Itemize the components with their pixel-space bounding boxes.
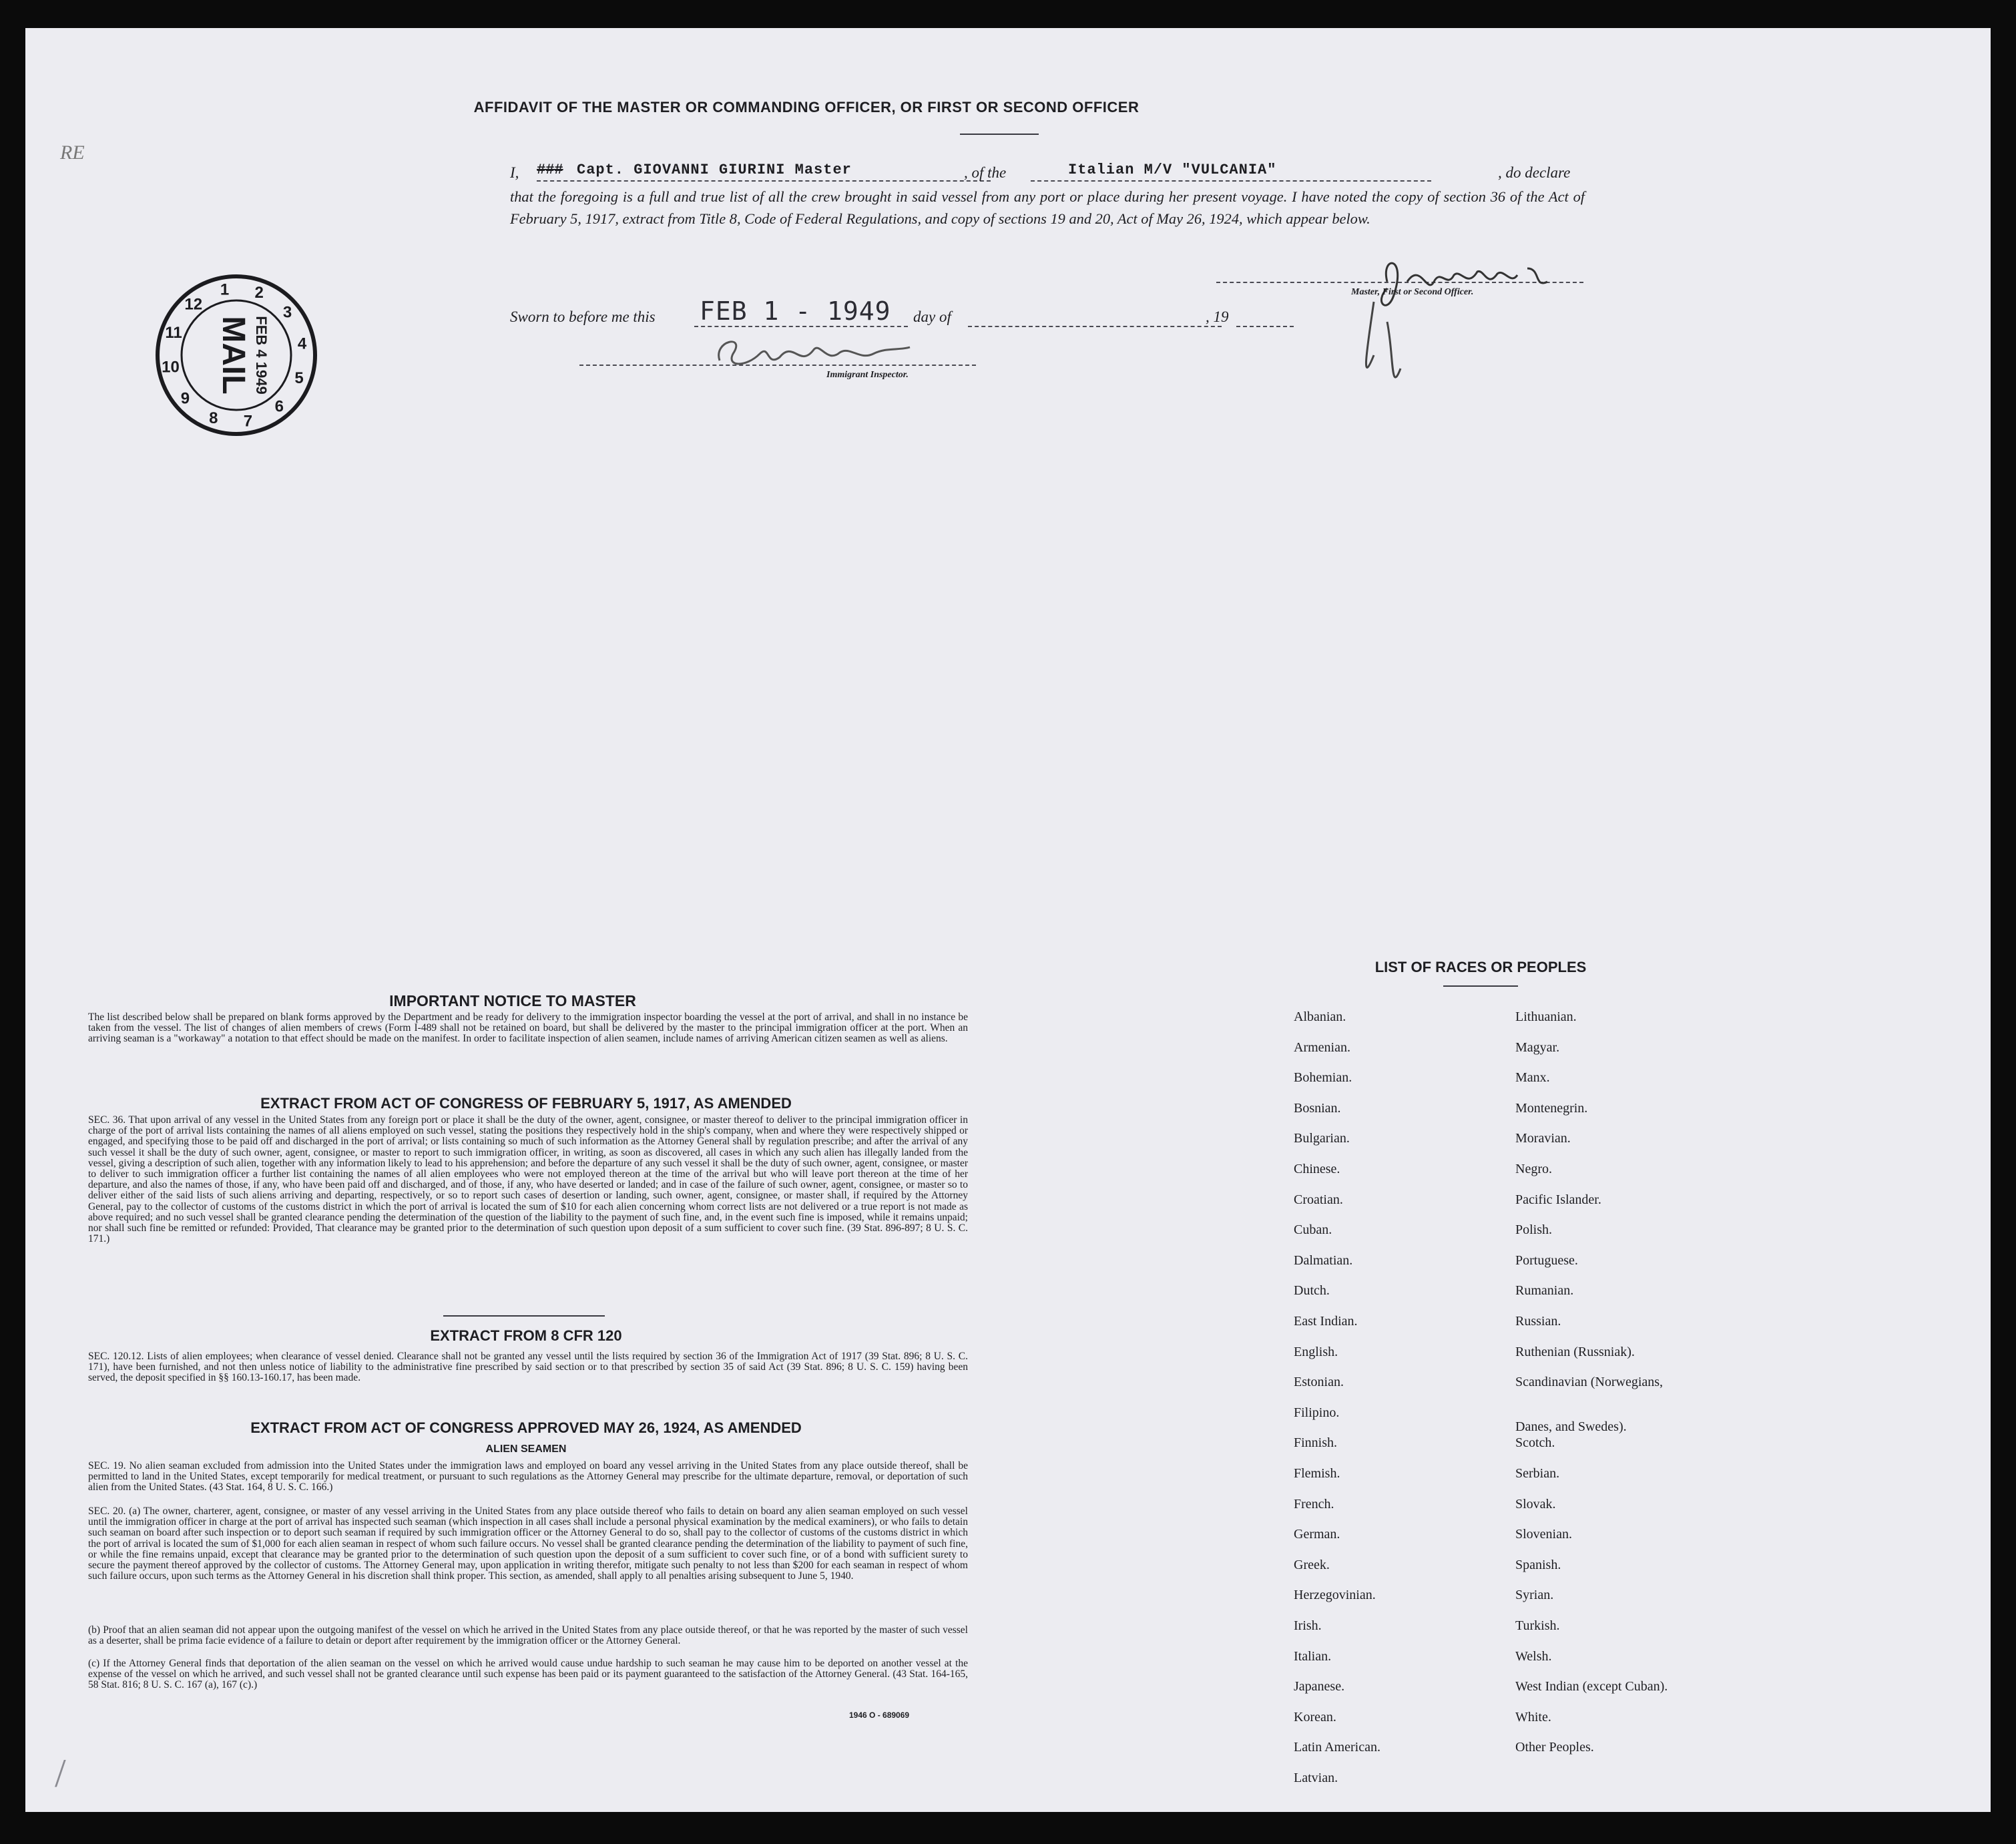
extract-1924-sec20a: SEC. 20. (a) The owner, charterer, agent, consignee, or master of any vessel arriving in the United States from any place outside thereof who fails to detain on board any alien seaman employed on such vessel until the immigration officer in charge at the port of arrival has inspected such seaman (which inspection in all cases shall include a personal physical examination by the medical examiners), or who fails to detain such seaman on board after such inspection or to deport such seaman if required by such immigration officer or the Attorney General to do so, shall pay to the collector of customs of the customs district in which the port of arrival is located the sum of $1,000 for each alien seaman in respect of whom such failure occurs. No vessel shall be granted clearance pending the determination of the liability to payment of such fine, or while the fine remains unpaid, except that clearance may be granted prior to the determination of such question upon the deposit of a sum sufficient to cover such fine, or of a bond with sufficient surety to secure the payment thereof approved by the collector of customs. The Attorney General may, upon application in writing therefor, mitigate such penalty to not less than $200 for each seaman in respect of whom such failure occurs, upon such terms as the Attorney General in his discretion shall think proper. This section, as amended, shall apply to all penalties arising subsequent to June 5, 1940. <box>88 1506 968 1582</box>
race-item: English. <box>1294 1344 1338 1359</box>
race-item: Moravian. <box>1515 1131 1571 1146</box>
pencil-mark: / <box>55 1751 66 1795</box>
master-name: Capt. GIOVANNI GIURINI Master <box>577 162 852 178</box>
race-item: East Indian. <box>1294 1314 1358 1329</box>
race-item: Danes, and Swedes). <box>1515 1419 1627 1434</box>
race-item: French. <box>1294 1496 1334 1512</box>
title-rule <box>960 134 1039 135</box>
race-item: Welsh. <box>1515 1648 1552 1664</box>
stamp-digit: 10 <box>162 358 180 377</box>
race-item: Russian. <box>1515 1314 1561 1329</box>
stamp-digit: 6 <box>274 397 284 416</box>
sworn-label: Sworn to before me this <box>510 308 656 325</box>
race-item: Herzegovinian. <box>1294 1588 1376 1603</box>
vessel-name: Italian M/V "VULCANIA" <box>1068 162 1277 178</box>
stamp-digit: 3 <box>282 303 292 322</box>
affidavit-title: AFFIDAVIT OF THE MASTER OR COMMANDING OFFICER, OR FIRST OR SECOND OFFICER <box>473 99 1140 116</box>
race-item: Rumanian. <box>1515 1283 1574 1299</box>
extract-1917-title: EXTRACT FROM ACT OF CONGRESS OF FEBRUARY 5, 1917, AS AMENDED <box>260 1095 792 1112</box>
race-item: Portuguese. <box>1515 1252 1578 1268</box>
extract-1924-sec20c: (c) If the Attorney General finds that deportation of the alien seaman on the vessel on which he arrived would cause undue hardship to such seaman he may cause him to be deported on another vessel at the expense of the vessel on which he arrived, and such vessel shall not be granted clearance until such expense has been paid or its payment guaranteed to the satisfaction of the Attorney General. (43 Stat. 164-165, 58 Stat. 816; 8 U. S. C. 167 (a), 167 (c).) <box>88 1658 968 1691</box>
stamp-digit: 11 <box>165 323 182 342</box>
year-label: , 19 <box>1206 308 1229 325</box>
race-item: White. <box>1515 1709 1551 1724</box>
race-item: Slovenian. <box>1515 1527 1572 1542</box>
race-item: Estonian. <box>1294 1375 1344 1390</box>
race-item: Latin American. <box>1294 1740 1380 1755</box>
do-declare-label: , do declare <box>1498 164 1571 181</box>
race-item: Slovak. <box>1515 1496 1556 1512</box>
affidavit-body: that the foregoing is a full and true list of all the crew brought in said vessel from any port or place during her present voyage. I have noted the copy of section 36 of the Act of February 5, 1917, extract from Title 8, Code of Federal Regulations, and copy of sections 19 and 20, Act of May 26, 1924, which appear below. <box>510 188 1585 227</box>
race-item: Greek. <box>1294 1557 1330 1572</box>
stamp-digit: 5 <box>294 369 304 388</box>
race-item: Pacific Islander. <box>1515 1192 1601 1207</box>
race-item: Scotch. <box>1515 1435 1555 1451</box>
extract-cfr-title: EXTRACT FROM 8 CFR 120 <box>430 1327 622 1344</box>
margin-mark: RE <box>60 142 85 164</box>
race-item: Ruthenian (Russniak). <box>1515 1344 1635 1359</box>
stamp-mail-text: MAIL <box>216 316 251 395</box>
stamp-digit: 1 <box>220 280 230 299</box>
race-item: Filipino. <box>1294 1405 1340 1420</box>
race-item: Lithuanian. <box>1515 1009 1577 1024</box>
pronoun-i: I, <box>510 164 519 181</box>
document-page <box>25 28 1991 1812</box>
extract-1924-sec19: SEC. 19. No alien seaman excluded from admission into the United States under the immigration laws and employed on board any vessel arriving in the United States from any place outside thereof, shall be permitted to land in the United States, except temporarily for medical treatment, or pursuant to such regulations as the Attorney General may prescribe for the ultimate departure, removal, or deportation of such alien from the United States. (43 Stat. 164, 8 U. S. C. 166.) <box>88 1460 968 1493</box>
race-item: Armenian. <box>1294 1040 1350 1055</box>
race-item: Cuban. <box>1294 1222 1332 1238</box>
print-code: 1946 O - 689069 <box>849 1710 910 1720</box>
race-item: Latvian. <box>1294 1771 1338 1785</box>
race-item: Finnish. <box>1294 1435 1338 1451</box>
stamp-digit: 7 <box>243 412 253 431</box>
race-item: Scandinavian (Norwegians, <box>1515 1375 1664 1390</box>
race-item: West Indian (except Cuban). <box>1515 1679 1668 1694</box>
struck-text: ### <box>537 162 563 178</box>
race-item: Croatian. <box>1294 1192 1343 1207</box>
notice-title: IMPORTANT NOTICE TO MASTER <box>389 992 636 1009</box>
race-item: Italian. <box>1294 1648 1332 1664</box>
mail-stamp <box>150 268 323 442</box>
race-item: Spanish. <box>1515 1557 1561 1572</box>
race-item: Other Peoples. <box>1515 1740 1594 1755</box>
race-item: German. <box>1294 1527 1340 1542</box>
race-item: Albanian. <box>1294 1009 1346 1024</box>
stamp-digit: 2 <box>254 284 264 302</box>
race-item: Irish. <box>1294 1618 1322 1633</box>
stamp-date: FEB 4 1949 <box>253 316 270 395</box>
affidavit-line1 <box>510 162 1591 186</box>
race-item: Polish. <box>1515 1222 1553 1238</box>
race-item: Serbian. <box>1515 1466 1560 1481</box>
race-item: Turkish. <box>1515 1618 1560 1633</box>
race-item: Magyar. <box>1515 1040 1560 1055</box>
sworn-date-stamp: FEB 1 - 1949 <box>700 296 891 326</box>
race-item: Flemish. <box>1294 1466 1340 1481</box>
master-caption: Master, First or Second Officer. <box>1351 287 1474 297</box>
race-item: Syrian. <box>1515 1588 1554 1603</box>
extract-1924-sec20b: (b) Proof that an alien seaman did not appear upon the outgoing manifest of the vessel on which he arrived in the United States from any place outside thereof, or that he was reported by the master of such vessel as a deserter, shall be prima facie evidence of a failure to detain or deport after requirement by the immigration officer or the Attorney General. <box>88 1624 968 1647</box>
race-item: Manx. <box>1515 1070 1550 1086</box>
inspector-caption: Immigrant Inspector. <box>826 370 909 380</box>
master-signature <box>1347 242 1594 415</box>
races-title: LIST OF RACES OR PEOPLES <box>1374 959 1587 975</box>
race-item: Bohemian. <box>1294 1070 1352 1086</box>
race-item: Korean. <box>1294 1709 1336 1724</box>
day-of-label: day of <box>913 308 951 325</box>
race-item: Chinese. <box>1294 1162 1340 1176</box>
of-the-label: , of the <box>964 164 1007 181</box>
race-item: Dutch. <box>1294 1283 1330 1299</box>
stamp-digit: 9 <box>180 389 190 408</box>
race-item: Japanese. <box>1294 1679 1345 1694</box>
extract-cfr-body: SEC. 120.12. Lists of alien employees; when clearance of vessel denied. Clearance shall not be granted any vessel until the lists required by section 36 of the Immigration Act of 1917 (39 Stat. 896; 8 U. S. C. 171), have been furnished, and not then unless notice of liability to the administrative fine prescribed by said section or to that prescribed by section 35 of said Act (39 Stat. 896; 8 U. S. C. 159) having been served, the deposit specified in §§ 160.13-160.17, has been made. <box>88 1351 968 1384</box>
notice-body: The list described below shall be prepared on blank forms approved by the Department and be ready for delivery to the immigration inspector boarding the vessel at the port of arrival, and shall in no instance be taken from the vessel. The list of changes of alien members of crews (Form I-489 shall not be retained on board, but shall be delivered by the master to the principal immigration officer at the port. When an arriving seaman is a "workaway" a notation to that effect should be made on the manifest. In order to facilitate inspection of alien seamen, include names of arriving American citizen seamen as well as aliens. <box>88 1011 968 1045</box>
alien-seamen-subtitle: ALIEN SEAMEN <box>485 1443 567 1455</box>
race-item: Bosnian. <box>1294 1100 1341 1116</box>
race-item: Montenegrin. <box>1515 1100 1588 1116</box>
stamp-digit: 4 <box>297 334 307 353</box>
race-item: Dalmatian. <box>1294 1252 1353 1268</box>
race-item: Negro. <box>1515 1162 1552 1176</box>
race-item: Bulgarian. <box>1294 1131 1350 1146</box>
stamp-digit: 12 <box>184 295 203 314</box>
stamp-digit: 8 <box>209 409 218 427</box>
extract-1924-title: EXTRACT FROM ACT OF CONGRESS APPROVED MAY 26, 1924, AS AMENDED <box>250 1419 802 1436</box>
extract-1917-body: SEC. 36. That upon arrival of any vessel in the United States from any foreign port or place it shall be the duty of the owner, agent, consignee, or master thereof to deliver to the principal immigration officer in charge of the port of arrival lists containing the names of all aliens employed on such vessel, stating the positions they respectively hold in the ship's company, when and where they were respectively shipped or engaged, and specifying those to be paid off and discharged in the port of arrival; or lists containing so much of such information as the Attorney General shall by regulation prescribe; and after the arrival of any such vessel it shall be the duty of such owner, agent, consignee, or master to report to such immigration officer, in writing, as soon as discovered, all cases in which any such alien has illegally landed from the vessel, giving a description of such alien, together with any information likely to lead to his apprehension; and before the departure of any such vessel it shall be the duty of such owner, agent, consignee, or master to deliver to such immigration officer a further list containing the names of all alien employees who were not employed thereon at the time of the arrival but who will leave port thereon at the time of her departure, and also the names of those, if any, who have been paid off and discharged, and of those, if any, who have deserted or landed; and in case of the failure of such owner, agent, consignee, or master so to deliver either of the said lists of such aliens arriving and departing, respectively, or so to report such cases of desertion or landing, such owner, agent, consignee, or master shall, if required by the Attorney General, pay to the collector of customs of the customs district in which the port of arrival is located the sum of $10 for each alien concerning whom correct lists are not delivered or a true report is not made as above required; and no such vessel shall be granted clearance pending the determination of the question of the liability to the payment of such fine, and, in the event such fine is imposed, while it remains unpaid; nor shall such fine be remitted or refunded: Provided, That clearance may be granted prior to the determination of such question upon deposit of a sum sufficient to cover such fine. (39 Stat. 896-897; 8 U. S. C. 171.) <box>88 1114 968 1245</box>
